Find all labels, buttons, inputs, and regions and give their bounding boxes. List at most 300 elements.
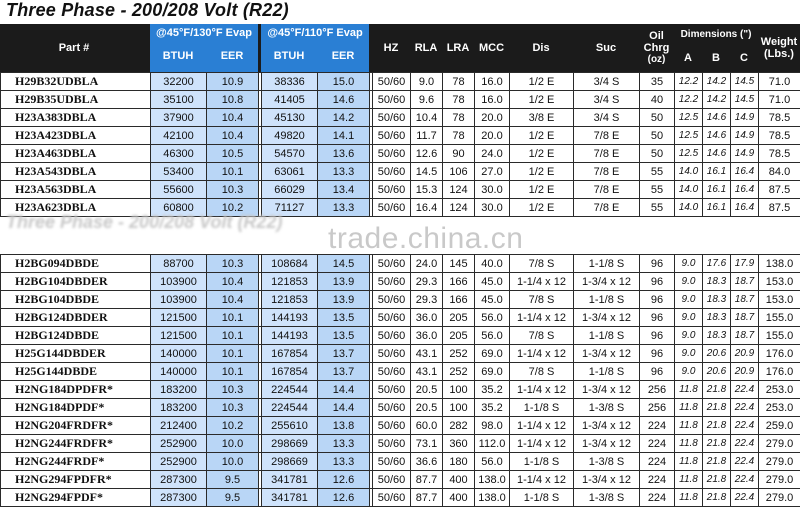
cell-oil: 96 bbox=[640, 327, 675, 345]
cell-dis: 1-1/4 x 12 bbox=[510, 381, 574, 399]
table-row bbox=[1, 255, 800, 273]
cell-weight: 279.0 bbox=[759, 453, 800, 471]
cell-dim-b: 21.8 bbox=[703, 381, 731, 399]
cell-eer-110: 13.8 bbox=[318, 417, 370, 435]
cell-part: H2NG204FRDFR* bbox=[1, 417, 151, 435]
cell-mcc: 138.0 bbox=[475, 471, 510, 489]
cell-hz: 50/60 bbox=[373, 91, 411, 109]
cell-suc: 3/4 S bbox=[574, 109, 640, 127]
cell-weight: 87.5 bbox=[759, 181, 800, 199]
header-btuh2: BTUH bbox=[261, 50, 317, 62]
cell-btuh-130: 252900 bbox=[151, 453, 207, 471]
cell-oil: 256 bbox=[640, 381, 675, 399]
table-row bbox=[1, 163, 800, 181]
cell-dim-b: 20.6 bbox=[703, 363, 731, 381]
cell-lra: 78 bbox=[443, 109, 475, 127]
cell-lra: 124 bbox=[443, 199, 475, 217]
cell-btuh-110: 49820 bbox=[262, 127, 318, 145]
header-btuh1: BTUH bbox=[150, 50, 206, 62]
cell-btuh-110: 144193 bbox=[262, 309, 318, 327]
cell-suc: 3/4 S bbox=[574, 73, 640, 91]
cell-suc: 7/8 E bbox=[574, 163, 640, 181]
cell-suc: 1-1/8 S bbox=[574, 327, 640, 345]
cell-hz: 50/60 bbox=[373, 363, 411, 381]
cell-oil: 224 bbox=[640, 453, 675, 471]
cell-weight: 84.0 bbox=[759, 163, 800, 181]
cell-eer-110: 13.7 bbox=[318, 345, 370, 363]
cell-weight: 87.5 bbox=[759, 199, 800, 217]
cell-hz: 50/60 bbox=[373, 291, 411, 309]
header-dim-c: C bbox=[730, 52, 758, 64]
cell-lra: 106 bbox=[443, 163, 475, 181]
cell-weight: 71.0 bbox=[759, 91, 800, 109]
cell-eer-130: 10.2 bbox=[207, 417, 259, 435]
cell-suc: 3/4 S bbox=[574, 91, 640, 109]
cell-eer-110: 13.6 bbox=[318, 145, 370, 163]
cell-btuh-130: 53400 bbox=[151, 163, 207, 181]
cell-btuh-110: 41405 bbox=[262, 91, 318, 109]
cell-eer-110: 15.0 bbox=[318, 73, 370, 91]
cell-btuh-110: 341781 bbox=[262, 489, 318, 507]
cell-dim-a: 12.5 bbox=[675, 127, 703, 145]
cell-eer-110: 14.6 bbox=[318, 91, 370, 109]
cell-dim-a: 9.0 bbox=[675, 291, 703, 309]
table-row bbox=[1, 91, 800, 109]
cell-weight: 259.0 bbox=[759, 417, 800, 435]
cell-mcc: 45.0 bbox=[475, 291, 510, 309]
cell-mcc: 27.0 bbox=[475, 163, 510, 181]
cell-rla: 36.6 bbox=[411, 453, 443, 471]
cell-lra: 205 bbox=[443, 309, 475, 327]
cell-lra: 400 bbox=[443, 471, 475, 489]
cell-dim-a: 14.0 bbox=[675, 181, 703, 199]
cell-dim-c: 22.4 bbox=[731, 453, 759, 471]
cell-dim-a: 9.0 bbox=[675, 327, 703, 345]
cell-btuh-110: 121853 bbox=[262, 273, 318, 291]
cell-dis: 1/2 E bbox=[510, 127, 574, 145]
cell-eer-130: 10.3 bbox=[207, 255, 259, 273]
cell-lra: 282 bbox=[443, 417, 475, 435]
cell-rla: 36.0 bbox=[411, 309, 443, 327]
cell-dim-c: 14.5 bbox=[731, 91, 759, 109]
cell-weight: 138.0 bbox=[759, 255, 800, 273]
cell-eer-130: 10.4 bbox=[207, 291, 259, 309]
cell-eer-110: 13.3 bbox=[318, 199, 370, 217]
cell-rla: 15.3 bbox=[411, 181, 443, 199]
section-title-blurred: Three Phase - 200/208 Volt (R22) bbox=[6, 212, 282, 233]
cell-rla: 16.4 bbox=[411, 199, 443, 217]
cell-weight: 155.0 bbox=[759, 327, 800, 345]
cell-rla: 10.4 bbox=[411, 109, 443, 127]
cell-btuh-130: 103900 bbox=[151, 291, 207, 309]
cell-oil: 224 bbox=[640, 471, 675, 489]
cell-mcc: 20.0 bbox=[475, 127, 510, 145]
cell-weight: 279.0 bbox=[759, 471, 800, 489]
cell-btuh-110: 71127 bbox=[262, 199, 318, 217]
table-row bbox=[1, 435, 800, 453]
header-oil-line2: Chrg bbox=[639, 42, 674, 54]
cell-lra: 78 bbox=[443, 127, 475, 145]
cell-eer-130: 10.3 bbox=[207, 381, 259, 399]
cell-hz: 50/60 bbox=[373, 453, 411, 471]
cell-suc: 1-1/8 S bbox=[574, 363, 640, 381]
cell-dim-c: 22.4 bbox=[731, 435, 759, 453]
cell-mcc: 56.0 bbox=[475, 309, 510, 327]
cell-lra: 90 bbox=[443, 145, 475, 163]
cell-dis: 1-1/8 S bbox=[510, 399, 574, 417]
cell-suc: 1-3/4 x 12 bbox=[574, 309, 640, 327]
cell-btuh-110: 224544 bbox=[262, 399, 318, 417]
cell-dis: 7/8 S bbox=[510, 363, 574, 381]
cell-suc: 1-3/8 S bbox=[574, 399, 640, 417]
cell-hz: 50/60 bbox=[373, 345, 411, 363]
cell-lra: 124 bbox=[443, 181, 475, 199]
cell-oil: 55 bbox=[640, 181, 675, 199]
cell-eer-130: 10.4 bbox=[207, 273, 259, 291]
cell-dim-a: 9.0 bbox=[675, 255, 703, 273]
cell-part: H2NG294FPDFR* bbox=[1, 471, 151, 489]
cell-weight: 153.0 bbox=[759, 291, 800, 309]
cell-dim-b: 16.1 bbox=[703, 199, 731, 217]
cell-oil: 256 bbox=[640, 399, 675, 417]
cell-dim-c: 16.4 bbox=[731, 181, 759, 199]
cell-oil: 96 bbox=[640, 255, 675, 273]
cell-dim-a: 11.8 bbox=[675, 381, 703, 399]
cell-weight: 253.0 bbox=[759, 399, 800, 417]
table-row bbox=[1, 73, 800, 91]
cell-suc: 1-1/8 S bbox=[574, 291, 640, 309]
cell-dis: 1-1/4 x 12 bbox=[510, 345, 574, 363]
cell-dis: 7/8 S bbox=[510, 327, 574, 345]
cell-btuh-130: 60800 bbox=[151, 199, 207, 217]
cell-rla: 29.3 bbox=[411, 291, 443, 309]
cell-dim-b: 14.2 bbox=[703, 73, 731, 91]
cell-rla: 20.5 bbox=[411, 381, 443, 399]
cell-eer-130: 10.0 bbox=[207, 453, 259, 471]
cell-mcc: 20.0 bbox=[475, 109, 510, 127]
cell-dim-c: 16.4 bbox=[731, 199, 759, 217]
cell-dis: 1/2 E bbox=[510, 181, 574, 199]
cell-oil: 96 bbox=[640, 291, 675, 309]
cell-dim-a: 11.8 bbox=[675, 435, 703, 453]
cell-eer-110: 14.2 bbox=[318, 109, 370, 127]
cell-suc: 1-1/8 S bbox=[574, 255, 640, 273]
header-oil-line3: (oz) bbox=[639, 54, 674, 66]
cell-eer-130: 10.3 bbox=[207, 181, 259, 199]
cell-eer-110: 13.9 bbox=[318, 273, 370, 291]
cell-btuh-130: 287300 bbox=[151, 489, 207, 507]
cell-eer-110: 14.5 bbox=[318, 255, 370, 273]
cell-dim-a: 9.0 bbox=[675, 309, 703, 327]
cell-dim-c: 20.9 bbox=[731, 345, 759, 363]
cell-rla: 43.1 bbox=[411, 345, 443, 363]
cell-dim-a: 11.8 bbox=[675, 489, 703, 507]
cell-mcc: 112.0 bbox=[475, 435, 510, 453]
cell-eer-130: 10.1 bbox=[207, 309, 259, 327]
cell-oil: 96 bbox=[640, 309, 675, 327]
cell-eer-110: 14.1 bbox=[318, 127, 370, 145]
cell-dim-c: 14.9 bbox=[731, 145, 759, 163]
cell-btuh-110: 121853 bbox=[262, 291, 318, 309]
cell-part: H2NG184DPDFR* bbox=[1, 381, 151, 399]
table-row bbox=[1, 453, 800, 471]
table-row bbox=[1, 273, 800, 291]
cell-rla: 14.5 bbox=[411, 163, 443, 181]
cell-rla: 9.6 bbox=[411, 91, 443, 109]
cell-eer-110: 13.3 bbox=[318, 435, 370, 453]
cell-suc: 7/8 E bbox=[574, 127, 640, 145]
cell-oil: 50 bbox=[640, 145, 675, 163]
cell-eer-110: 14.4 bbox=[318, 381, 370, 399]
cell-oil: 55 bbox=[640, 163, 675, 181]
cell-part: H23A563DBLA bbox=[1, 181, 151, 199]
cell-lra: 145 bbox=[443, 255, 475, 273]
cell-weight: 78.5 bbox=[759, 127, 800, 145]
cell-eer-130: 10.9 bbox=[207, 73, 259, 91]
cell-weight: 78.5 bbox=[759, 145, 800, 163]
cell-lra: 400 bbox=[443, 489, 475, 507]
table-header bbox=[0, 24, 800, 72]
cell-btuh-130: 32200 bbox=[151, 73, 207, 91]
cell-dis: 7/8 S bbox=[510, 291, 574, 309]
cell-weight: 78.5 bbox=[759, 109, 800, 127]
cell-suc: 1-3/4 x 12 bbox=[574, 471, 640, 489]
cell-btuh-110: 341781 bbox=[262, 471, 318, 489]
cell-eer-110: 13.3 bbox=[318, 453, 370, 471]
cell-eer-130: 10.4 bbox=[207, 127, 259, 145]
cell-suc: 7/8 E bbox=[574, 145, 640, 163]
cell-dim-b: 21.8 bbox=[703, 399, 731, 417]
cell-part: H23A623DBLA bbox=[1, 199, 151, 217]
cell-eer-130: 9.5 bbox=[207, 489, 259, 507]
cell-dis: 1/2 E bbox=[510, 199, 574, 217]
cell-btuh-110: 144193 bbox=[262, 327, 318, 345]
table-row bbox=[1, 145, 800, 163]
cell-btuh-130: 121500 bbox=[151, 309, 207, 327]
cell-dim-a: 9.0 bbox=[675, 345, 703, 363]
table-row bbox=[1, 471, 800, 489]
cell-btuh-130: 287300 bbox=[151, 471, 207, 489]
cell-dim-c: 22.4 bbox=[731, 471, 759, 489]
cell-part: H25G144DBDE bbox=[1, 363, 151, 381]
cell-dim-b: 18.3 bbox=[703, 327, 731, 345]
cell-part: H2BG124DBDER bbox=[1, 309, 151, 327]
cell-btuh-130: 140000 bbox=[151, 345, 207, 363]
cell-dis: 1-1/8 S bbox=[510, 489, 574, 507]
cell-oil: 224 bbox=[640, 417, 675, 435]
cell-btuh-110: 298669 bbox=[262, 435, 318, 453]
cell-dim-b: 18.3 bbox=[703, 291, 731, 309]
cell-suc: 1-3/8 S bbox=[574, 489, 640, 507]
cell-btuh-110: 167854 bbox=[262, 345, 318, 363]
cell-dim-c: 18.7 bbox=[731, 327, 759, 345]
cell-dim-c: 16.4 bbox=[731, 163, 759, 181]
cell-btuh-110: 255610 bbox=[262, 417, 318, 435]
cell-part: H2BG094DBDE bbox=[1, 255, 151, 273]
header-dim-b: B bbox=[702, 52, 730, 64]
cell-dis: 1-1/8 S bbox=[510, 453, 574, 471]
cell-dim-b: 18.3 bbox=[703, 273, 731, 291]
cell-oil: 96 bbox=[640, 345, 675, 363]
header-evap2-group: @45°F/110°F Evap bbox=[261, 27, 369, 39]
cell-eer-110: 13.3 bbox=[318, 163, 370, 181]
cell-dim-a: 9.0 bbox=[675, 363, 703, 381]
cell-dis: 7/8 S bbox=[510, 255, 574, 273]
cell-rla: 73.1 bbox=[411, 435, 443, 453]
compressor-table-1 bbox=[0, 72, 800, 217]
watermark: trade.china.cn bbox=[328, 222, 523, 256]
cell-dim-a: 12.5 bbox=[675, 145, 703, 163]
table-row bbox=[1, 381, 800, 399]
cell-suc: 1-3/4 x 12 bbox=[574, 417, 640, 435]
cell-btuh-130: 212400 bbox=[151, 417, 207, 435]
cell-rla: 20.5 bbox=[411, 399, 443, 417]
cell-dim-a: 12.5 bbox=[675, 109, 703, 127]
cell-part: H23A463DBLA bbox=[1, 145, 151, 163]
cell-eer-130: 10.1 bbox=[207, 363, 259, 381]
header-mcc: MCC bbox=[474, 42, 509, 54]
cell-dim-b: 14.6 bbox=[703, 109, 731, 127]
cell-part: H25G144DBDER bbox=[1, 345, 151, 363]
header-dis: Dis bbox=[509, 42, 573, 54]
cell-eer-110: 12.6 bbox=[318, 489, 370, 507]
cell-mcc: 35.2 bbox=[475, 399, 510, 417]
cell-btuh-110: 38336 bbox=[262, 73, 318, 91]
cell-dim-c: 18.7 bbox=[731, 309, 759, 327]
cell-mcc: 98.0 bbox=[475, 417, 510, 435]
header-part: Part # bbox=[0, 42, 148, 54]
cell-btuh-130: 252900 bbox=[151, 435, 207, 453]
cell-btuh-110: 108684 bbox=[262, 255, 318, 273]
cell-dim-b: 21.8 bbox=[703, 417, 731, 435]
cell-part: H2NG244FRDFR* bbox=[1, 435, 151, 453]
header-weight-line1: Weight bbox=[758, 36, 800, 48]
cell-part: H29B35UDBLA bbox=[1, 91, 151, 109]
cell-part: H2NG244FRDF* bbox=[1, 453, 151, 471]
cell-dim-c: 22.4 bbox=[731, 489, 759, 507]
cell-eer-110: 13.5 bbox=[318, 309, 370, 327]
cell-btuh-130: 46300 bbox=[151, 145, 207, 163]
cell-part: H2BG104DBDER bbox=[1, 273, 151, 291]
cell-btuh-130: 121500 bbox=[151, 327, 207, 345]
cell-weight: 176.0 bbox=[759, 345, 800, 363]
cell-hz: 50/60 bbox=[373, 435, 411, 453]
cell-suc: 1-3/4 x 12 bbox=[574, 273, 640, 291]
cell-weight: 155.0 bbox=[759, 309, 800, 327]
cell-dim-a: 11.8 bbox=[675, 399, 703, 417]
cell-eer-130: 10.0 bbox=[207, 435, 259, 453]
cell-eer-110: 13.5 bbox=[318, 327, 370, 345]
cell-part: H2NG184DPDF* bbox=[1, 399, 151, 417]
cell-eer-130: 10.4 bbox=[207, 109, 259, 127]
cell-mcc: 24.0 bbox=[475, 145, 510, 163]
cell-eer-130: 10.1 bbox=[207, 163, 259, 181]
cell-hz: 50/60 bbox=[373, 309, 411, 327]
cell-part: H2BG104DBDE bbox=[1, 291, 151, 309]
cell-dim-a: 11.8 bbox=[675, 471, 703, 489]
cell-mcc: 40.0 bbox=[475, 255, 510, 273]
table-row bbox=[1, 291, 800, 309]
header-dim-a: A bbox=[674, 52, 702, 64]
cell-oil: 40 bbox=[640, 91, 675, 109]
header-oil bbox=[639, 30, 674, 66]
cell-dis: 1/2 E bbox=[510, 145, 574, 163]
cell-mcc: 56.0 bbox=[475, 453, 510, 471]
cell-mcc: 35.2 bbox=[475, 381, 510, 399]
cell-eer-130: 10.3 bbox=[207, 399, 259, 417]
cell-mcc: 16.0 bbox=[475, 91, 510, 109]
cell-weight: 253.0 bbox=[759, 381, 800, 399]
cell-hz: 50/60 bbox=[373, 199, 411, 217]
table-row bbox=[1, 345, 800, 363]
cell-suc: 1-3/4 x 12 bbox=[574, 381, 640, 399]
header-evap1-group: @45°F/130°F Evap bbox=[150, 27, 258, 39]
cell-dim-c: 20.9 bbox=[731, 363, 759, 381]
cell-dim-c: 17.9 bbox=[731, 255, 759, 273]
cell-lra: 205 bbox=[443, 327, 475, 345]
header-oil-line1: Oil bbox=[639, 30, 674, 42]
cell-hz: 50/60 bbox=[373, 73, 411, 91]
cell-dim-a: 14.0 bbox=[675, 199, 703, 217]
cell-hz: 50/60 bbox=[373, 181, 411, 199]
cell-dim-b: 16.1 bbox=[703, 181, 731, 199]
cell-hz: 50/60 bbox=[373, 273, 411, 291]
cell-part: H2NG294FPDF* bbox=[1, 489, 151, 507]
cell-dim-a: 12.2 bbox=[675, 91, 703, 109]
cell-lra: 180 bbox=[443, 453, 475, 471]
cell-eer-110: 14.4 bbox=[318, 399, 370, 417]
cell-mcc: 56.0 bbox=[475, 327, 510, 345]
cell-btuh-110: 167854 bbox=[262, 363, 318, 381]
cell-rla: 11.7 bbox=[411, 127, 443, 145]
cell-part: H23A383DBLA bbox=[1, 109, 151, 127]
cell-btuh-130: 42100 bbox=[151, 127, 207, 145]
cell-rla: 9.0 bbox=[411, 73, 443, 91]
cell-eer-130: 10.2 bbox=[207, 199, 259, 217]
cell-mcc: 138.0 bbox=[475, 489, 510, 507]
cell-btuh-110: 45130 bbox=[262, 109, 318, 127]
cell-lra: 78 bbox=[443, 91, 475, 109]
table-row bbox=[1, 327, 800, 345]
cell-hz: 50/60 bbox=[373, 255, 411, 273]
cell-dim-a: 11.8 bbox=[675, 453, 703, 471]
cell-btuh-130: 183200 bbox=[151, 399, 207, 417]
cell-dis: 1-1/4 x 12 bbox=[510, 417, 574, 435]
cell-dis: 1-1/4 x 12 bbox=[510, 273, 574, 291]
cell-hz: 50/60 bbox=[373, 471, 411, 489]
cell-dis: 1/2 E bbox=[510, 91, 574, 109]
cell-weight: 279.0 bbox=[759, 435, 800, 453]
cell-lra: 166 bbox=[443, 291, 475, 309]
cell-dim-b: 21.8 bbox=[703, 489, 731, 507]
cell-lra: 252 bbox=[443, 363, 475, 381]
cell-btuh-110: 224544 bbox=[262, 381, 318, 399]
compressor-table-2 bbox=[0, 254, 800, 507]
cell-eer-130: 10.5 bbox=[207, 145, 259, 163]
cell-dim-c: 14.9 bbox=[731, 127, 759, 145]
cell-rla: 12.6 bbox=[411, 145, 443, 163]
cell-hz: 50/60 bbox=[373, 145, 411, 163]
table-row bbox=[1, 109, 800, 127]
header-hz: HZ bbox=[372, 42, 410, 54]
cell-oil: 50 bbox=[640, 109, 675, 127]
cell-dis: 1-1/4 x 12 bbox=[510, 309, 574, 327]
cell-btuh-130: 88700 bbox=[151, 255, 207, 273]
cell-dis: 3/8 E bbox=[510, 109, 574, 127]
cell-lra: 100 bbox=[443, 381, 475, 399]
cell-dis: 1/2 E bbox=[510, 163, 574, 181]
cell-rla: 87.7 bbox=[411, 489, 443, 507]
